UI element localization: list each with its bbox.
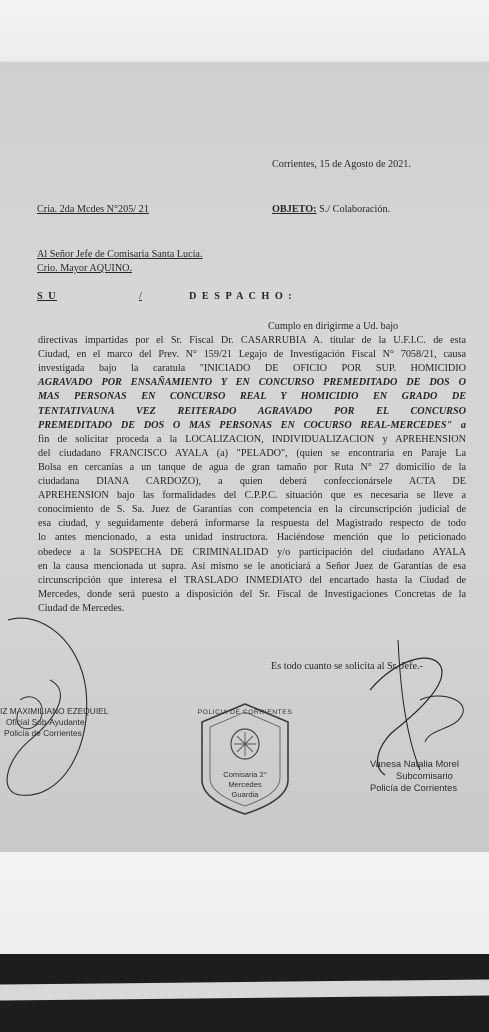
body-line: obedece a la SOSPECHA DE CRIMINALIDAD y/o participación del ciudadano AYALA bbox=[38, 546, 466, 558]
reference-number: Cria. 2da Mcdes N°205/ 21 bbox=[37, 204, 149, 215]
slash-mark: / bbox=[139, 291, 142, 302]
stamp-outline bbox=[196, 700, 294, 818]
closing-line: Es todo cuanto se solicita al Sr. Jefe.- bbox=[271, 661, 423, 672]
body-line: TENTATIVAUNA VEZ REITERADO AGRAVADO POR EL CONCURSO bbox=[38, 405, 466, 417]
addressee-line-1: Al Señor Jefe de Comisaria Santa Lucia. bbox=[37, 249, 203, 260]
stamp-line: Guardia bbox=[231, 790, 259, 799]
right-signature-block bbox=[370, 758, 459, 794]
left-signature-org: Policía de Corrientes bbox=[4, 728, 82, 738]
addressee-line-2: Crio. Mayor AQUINO. bbox=[37, 263, 133, 274]
body-line: del ciudadano FRANCISCO AYALA (a) "PELADO", (quien se encontraria en Paraje La bbox=[38, 447, 466, 459]
table-strip bbox=[0, 979, 489, 1000]
body-line: Ciudad de Mercedes. bbox=[38, 602, 125, 614]
background-wall bbox=[0, 0, 489, 62]
right-signature-org: Policía de Corrientes bbox=[370, 782, 458, 793]
body-line: Mercedes, donde será puesto a disposición del Sr. Fiscal de Investigaciones Concretas de la bbox=[38, 588, 466, 600]
body-line: AGRAVADO POR ENSAÑAMIENTO Y EN CONCURSO PREMEDITADO DE DOS O bbox=[38, 377, 466, 389]
right-signature-name: Vanesa Natalia Morel bbox=[370, 758, 459, 769]
stamp-ring-text: POLICIA DE CORRIENTES bbox=[197, 709, 293, 716]
objeto-line bbox=[272, 203, 390, 217]
body-line: esa ciudad, y seguidamente deberá informarse la respuesta del Magistrado respecto de todo bbox=[38, 518, 466, 530]
police-stamp bbox=[196, 700, 294, 818]
body-line: fin de solicitar proceda a la LOCALIZACION, INDIVIDUALIZACION y APREHENSION bbox=[38, 433, 466, 445]
body-line: en la causa mencionada ut supra. Así mismo se le anoticiará a Señor Juez de Garantías de esa bbox=[38, 560, 466, 572]
body-line: Ciudad, en el marco del Prev. N° 159/21 Legajo de Investigación Fiscal N° 7058/21, causa bbox=[38, 349, 466, 361]
despacho-label: D E S P A C H O : bbox=[189, 291, 294, 302]
body-line: lo antes mencionado, a esta unidad instructora. Haciéndose mención que lo peticionado bbox=[38, 532, 466, 544]
left-signature-name: IZ MAXIMILIANO EZEQUIEL bbox=[0, 706, 109, 716]
left-signature-block bbox=[0, 706, 108, 739]
body-line: PREMEDITADO DE DOS O MAS PERSONAS EN COCURSO REAL-MERCEDES" a bbox=[38, 419, 466, 431]
su-label: S U bbox=[37, 291, 58, 302]
objeto-value: S./ Colaboración. bbox=[316, 204, 391, 215]
objeto-label: OBJETO: bbox=[272, 204, 317, 215]
date-line: Corrientes, 15 de Agosto de 2021. bbox=[272, 159, 411, 170]
body-line: ciudadana DIANA CARDOZO), a quien deberá confeccionársele ACTA DE bbox=[38, 476, 466, 488]
body-line: circunscripción que interesa el TRASLADO INMEDIATO del encartado hasta la Ciudad de bbox=[38, 574, 466, 586]
body-line: Cumplo en dirigirme a Ud. bajo bbox=[268, 321, 399, 332]
body-paragraph bbox=[38, 320, 466, 616]
stamp-line: Comisaria 2° bbox=[223, 770, 267, 779]
despacho-heading bbox=[37, 290, 294, 304]
right-signature-rank: Subcomisario bbox=[396, 770, 453, 781]
body-line: directivas impartidas por el Sr. Fiscal Dr. CASARRUBIA A. titular de la U.F.I.C. de esta bbox=[38, 335, 466, 347]
background-sheet bbox=[0, 852, 489, 954]
body-line: Bolsa en cercanías a un tanque de agua de gran tamaño por Ruta N° 27 domicilio de la bbox=[38, 461, 466, 473]
body-line: MAS PERSONAS EN CONCURSO REAL Y HOMICIDIO EN GRADO DE bbox=[38, 391, 466, 403]
body-line: conocimiento de S. Sa. Juez de Garantías con competencia en la circunscripción judicial de bbox=[38, 504, 466, 516]
stamp-line: Mercedes bbox=[228, 780, 262, 789]
table-edge bbox=[0, 954, 489, 1032]
body-line: investigada bajo la caratula "INICIADO DE OFICIO POR SUP. HOMICIDIO bbox=[38, 363, 466, 375]
left-signature-rank: Oficial Sub-Ayudante bbox=[6, 717, 85, 727]
body-line: APREHENSION bajo las formalidades del C.P.P.C. situación que es necesaria se lleve a bbox=[38, 490, 466, 502]
